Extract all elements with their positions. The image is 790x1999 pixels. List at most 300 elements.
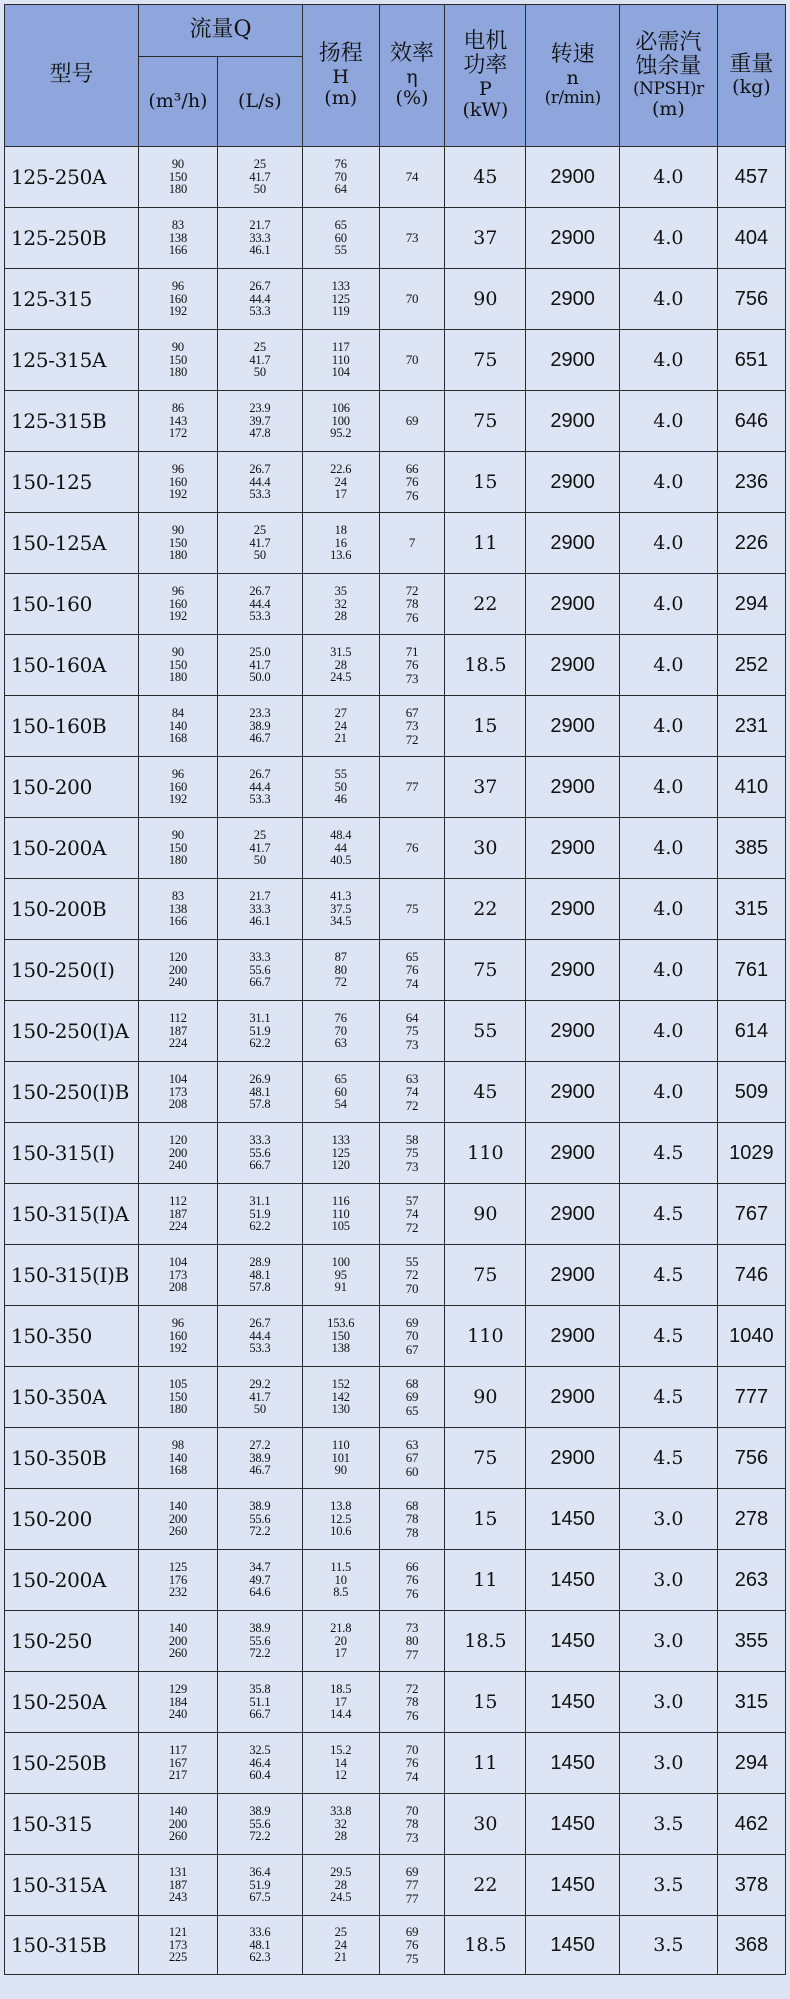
power-cell: 90 [445, 1184, 526, 1245]
efficiency-cell-value: 69 [405, 1314, 419, 1330]
efficiency-cell-value: 69 [405, 1923, 419, 1939]
table-row [5, 330, 786, 391]
head-cell-value: 153.6 [327, 1315, 355, 1330]
head-cell-value: 48.4 [330, 827, 352, 842]
flow-m3h-cell-value: 140 [168, 1620, 187, 1635]
speed-cell: 2900 [526, 1306, 620, 1367]
flow-ls-cell [217, 1184, 302, 1245]
head-cell-value: 50 [334, 779, 347, 794]
efficiency-cell [379, 1428, 445, 1489]
flow-m3h-cell-value: 260 [168, 1646, 187, 1661]
flow-ls-cell-value: 62.2 [249, 1036, 271, 1051]
table-row [5, 1062, 786, 1123]
flow-m3h-cell [139, 940, 218, 1001]
flow-ls-cell-value: 41.7 [249, 1389, 271, 1404]
head-cell-value: 33.8 [330, 1803, 352, 1818]
weight-cell: 410 [717, 757, 785, 818]
efficiency-cell-value: 66 [405, 460, 419, 476]
flow-ls-cell [217, 635, 302, 696]
head-cell [302, 696, 379, 757]
npsh-cell: 4.0 [619, 208, 717, 269]
flow-m3h-cell-value: 160 [168, 596, 187, 611]
head-cell-value: 22.6 [330, 461, 352, 476]
flow-ls-cell [217, 1245, 302, 1306]
model-cell: 125-315 [5, 269, 139, 330]
table-row [5, 1733, 786, 1794]
flow-ls-cell-value: 55.6 [249, 962, 271, 977]
model-cell: 125-250B [5, 208, 139, 269]
flow-m3h-cell [139, 330, 218, 391]
power-cell: 75 [445, 1245, 526, 1306]
flow-ls-cell [217, 696, 302, 757]
efficiency-cell [379, 1794, 445, 1855]
flow-ls-cell-value: 46.7 [249, 731, 271, 746]
flow-ls-cell-value: 23.9 [249, 400, 271, 415]
flow-ls-cell-value: 38.9 [249, 1620, 271, 1635]
flow-ls-cell-value: 48.1 [249, 1937, 271, 1952]
speed-cell: 2900 [526, 757, 620, 818]
head-cell-value: 28 [334, 657, 347, 672]
flow-m3h-cell [139, 452, 218, 513]
flow-ls-cell-value: 33.3 [249, 230, 271, 245]
head-cell [302, 1428, 379, 1489]
power-cell: 11 [445, 1550, 526, 1611]
flow-ls-cell [217, 391, 302, 452]
head-cell-value: 21.8 [330, 1620, 352, 1635]
flow-m3h-cell-value: 121 [168, 1924, 187, 1939]
efficiency-cell-value: 65 [405, 948, 419, 964]
flow-m3h-cell-value: 200 [168, 962, 187, 977]
head-cell-value: 18.5 [330, 1681, 352, 1696]
efficiency-cell [379, 269, 445, 330]
table-row [5, 1489, 786, 1550]
head-cell-value: 87 [334, 949, 347, 964]
head-cell-value: 24.5 [330, 1890, 352, 1905]
flow-ls-cell-value: 41.7 [249, 169, 271, 184]
speed-cell: 2900 [526, 879, 620, 940]
flow-ls-cell [217, 1916, 302, 1975]
flow-m3h-cell-value: 187 [168, 1206, 187, 1221]
head-cell [302, 1489, 379, 1550]
head-cell [302, 1855, 379, 1916]
table-row [5, 1794, 786, 1855]
head-cell-value: 95.2 [330, 426, 352, 441]
flow-ls-cell [217, 208, 302, 269]
efficiency-cell-value: 73 [405, 1619, 419, 1635]
flow-m3h-cell-value: 243 [168, 1890, 187, 1905]
head-cell [302, 208, 379, 269]
weight-cell: 368 [717, 1916, 785, 1975]
flow-ls-cell-value: 31.1 [249, 1193, 271, 1208]
efficiency-cell [379, 1611, 445, 1672]
flow-ls-cell-value: 36.4 [249, 1864, 271, 1879]
flow-ls-cell-value: 33.3 [249, 1132, 271, 1147]
head-cell [302, 940, 379, 1001]
model-cell: 150-250(I)A [5, 1001, 139, 1062]
head-cell-value: 60 [334, 230, 347, 245]
model-cell: 150-200B [5, 879, 139, 940]
flow-ls-cell [217, 1733, 302, 1794]
head-cell-value: 31.5 [330, 644, 352, 659]
efficiency-cell [379, 1672, 445, 1733]
flow-ls-cell [217, 1062, 302, 1123]
flow-m3h-cell-value: 200 [168, 1816, 187, 1831]
efficiency-cell-value: 73 [405, 670, 419, 686]
speed-cell: 2900 [526, 208, 620, 269]
flow-ls-cell-value: 46.1 [249, 914, 271, 929]
flow-m3h-cell-value: 150 [168, 535, 187, 550]
head-cell-value: 32 [334, 596, 347, 611]
flow-ls-cell-value: 44.4 [249, 1328, 271, 1343]
model-cell: 150-160 [5, 574, 139, 635]
flow-ls-cell-value: 46.4 [249, 1755, 271, 1770]
efficiency-cell-value: 70 [405, 1802, 419, 1818]
weight-cell: 777 [717, 1367, 785, 1428]
efficiency-cell-value: 66 [405, 1558, 419, 1574]
flow-ls-cell-value: 21.7 [249, 217, 271, 232]
flow-ls-cell-value: 55.6 [249, 1633, 271, 1648]
flow-m3h-cell-value: 180 [168, 548, 187, 563]
flow-ls-cell-value: 33.3 [249, 901, 271, 916]
head-cell-value: 32 [334, 1816, 347, 1831]
flow-ls-cell-value: 60.4 [249, 1768, 271, 1783]
flow-m3h-cell [139, 1306, 218, 1367]
weight-cell: 231 [717, 696, 785, 757]
weight-cell: 278 [717, 1489, 785, 1550]
speed-cell: 1450 [526, 1672, 620, 1733]
flow-m3h-cell [139, 1855, 218, 1916]
flow-m3h-cell-value: 150 [168, 352, 187, 367]
model-cell: 150-315(I) [5, 1123, 139, 1184]
flow-m3h-cell-value: 172 [168, 426, 187, 441]
efficiency-cell [379, 1733, 445, 1794]
flow-m3h-cell-value: 90 [171, 156, 184, 171]
table-row [5, 879, 786, 940]
flow-ls-cell-value: 62.3 [249, 1950, 271, 1965]
npsh-cell: 4.0 [619, 696, 717, 757]
header-speed-line1: 转速 [550, 42, 595, 68]
table-row [5, 818, 786, 879]
efficiency-cell [379, 147, 445, 208]
flow-m3h-cell [139, 1550, 218, 1611]
speed-cell: 1450 [526, 1611, 620, 1672]
speed-cell: 1450 [526, 1916, 620, 1975]
flow-m3h-cell [139, 1916, 218, 1975]
flow-m3h-cell-value: 96 [171, 278, 184, 293]
flow-ls-cell [217, 269, 302, 330]
power-cell: 110 [445, 1306, 526, 1367]
flow-m3h-cell-value: 224 [168, 1036, 187, 1051]
head-cell [302, 1306, 379, 1367]
flow-m3h-cell-value: 187 [168, 1877, 187, 1892]
flow-m3h-cell-value: 98 [171, 1437, 184, 1452]
header-weight [717, 5, 785, 147]
flow-m3h-cell-value: 150 [168, 1389, 187, 1404]
power-cell: 11 [445, 1733, 526, 1794]
flow-ls-cell-value: 66.7 [249, 1158, 271, 1173]
flow-ls-cell-value: 57.8 [249, 1280, 271, 1295]
head-cell [302, 1733, 379, 1794]
flow-m3h-cell-value: 90 [171, 827, 184, 842]
flow-ls-cell [217, 1001, 302, 1062]
efficiency-cell [379, 1916, 445, 1975]
power-cell: 37 [445, 208, 526, 269]
flow-ls-cell-value: 41.7 [249, 840, 271, 855]
head-cell [302, 1245, 379, 1306]
flow-ls-cell-value: 26.7 [249, 1315, 271, 1330]
head-cell [302, 1001, 379, 1062]
header-head-line3: (m) [324, 86, 358, 109]
npsh-cell: 4.0 [619, 574, 717, 635]
header-speed-line3: (r/min) [544, 87, 601, 108]
efficiency-cell-value: 74 [405, 169, 419, 185]
npsh-cell: 4.0 [619, 818, 717, 879]
flow-ls-cell [217, 818, 302, 879]
model-cell: 150-350A [5, 1367, 139, 1428]
head-cell [302, 391, 379, 452]
power-cell: 75 [445, 940, 526, 1001]
head-cell-value: 150 [331, 1328, 350, 1343]
head-cell-value: 105 [331, 1219, 350, 1234]
flow-m3h-cell-value: 105 [168, 1376, 187, 1391]
flow-m3h-cell-value: 104 [168, 1254, 187, 1269]
flow-m3h-cell [139, 513, 218, 574]
head-cell [302, 1794, 379, 1855]
efficiency-cell-value: 71 [405, 643, 419, 659]
efficiency-cell-value: 73 [405, 230, 419, 246]
power-cell: 30 [445, 1794, 526, 1855]
head-cell [302, 1550, 379, 1611]
head-cell [302, 1184, 379, 1245]
npsh-cell: 4.5 [619, 1367, 717, 1428]
flow-ls-cell [217, 1428, 302, 1489]
head-cell-value: 44 [334, 840, 347, 855]
flow-ls-cell [217, 757, 302, 818]
header-efficiency-line2: η [406, 65, 418, 88]
head-cell-value: 25 [334, 1924, 347, 1939]
npsh-cell: 4.0 [619, 1001, 717, 1062]
flow-ls-cell-value: 53.3 [249, 304, 271, 319]
efficiency-cell-value: 69 [405, 1389, 419, 1405]
flow-m3h-cell-value: 217 [168, 1768, 187, 1783]
power-cell: 45 [445, 1062, 526, 1123]
speed-cell: 2900 [526, 696, 620, 757]
flow-ls-cell-value: 49.7 [249, 1572, 271, 1587]
flow-ls-cell-value: 25 [253, 827, 266, 842]
model-cell: 150-200 [5, 757, 139, 818]
efficiency-cell-value: 74 [405, 975, 419, 991]
speed-cell: 2900 [526, 269, 620, 330]
flow-m3h-cell-value: 168 [168, 731, 187, 746]
flow-m3h-cell-value: 140 [168, 1498, 187, 1513]
flow-m3h-cell-value: 184 [168, 1694, 187, 1709]
efficiency-cell-value: 73 [405, 718, 419, 734]
flow-m3h-cell [139, 1672, 218, 1733]
weight-cell: 457 [717, 147, 785, 208]
efficiency-cell-value: 76 [405, 487, 419, 503]
head-cell [302, 1611, 379, 1672]
table-row [5, 1245, 786, 1306]
efficiency-cell [379, 391, 445, 452]
head-cell-value: 24 [334, 474, 347, 489]
flow-m3h-cell [139, 635, 218, 696]
head-cell-value: 65 [334, 1071, 347, 1086]
flow-m3h-cell-value: 187 [168, 1023, 187, 1038]
power-cell: 22 [445, 879, 526, 940]
flow-m3h-cell-value: 173 [168, 1084, 187, 1099]
flow-ls-cell-value: 55.6 [249, 1511, 271, 1526]
npsh-cell: 4.0 [619, 330, 717, 391]
flow-m3h-cell-value: 180 [168, 853, 187, 868]
efficiency-cell [379, 1367, 445, 1428]
flow-ls-cell-value: 25 [253, 156, 266, 171]
flow-ls-cell-value: 53.3 [249, 1341, 271, 1356]
efficiency-cell-value: 70 [405, 1328, 419, 1344]
flow-ls-cell-value: 53.3 [249, 487, 271, 502]
efficiency-cell-value: 67 [405, 704, 419, 720]
flow-m3h-cell-value: 173 [168, 1937, 187, 1952]
flow-ls-cell-value: 38.9 [249, 718, 271, 733]
header-npsh-line4: (m) [651, 98, 685, 120]
model-cell: 150-315B [5, 1916, 139, 1975]
flow-ls-cell-value: 34.7 [249, 1559, 271, 1574]
flow-m3h-cell-value: 150 [168, 169, 187, 184]
weight-cell: 252 [717, 635, 785, 696]
flow-m3h-cell-value: 112 [169, 1193, 187, 1208]
speed-cell: 1450 [526, 1733, 620, 1794]
efficiency-cell-value: 68 [405, 1497, 419, 1513]
efficiency-cell [379, 513, 445, 574]
speed-cell: 1450 [526, 1550, 620, 1611]
head-cell-value: 10.6 [330, 1524, 352, 1539]
efficiency-cell [379, 1001, 445, 1062]
table-row [5, 1001, 786, 1062]
head-cell-value: 12.5 [330, 1511, 352, 1526]
efficiency-cell [379, 1306, 445, 1367]
head-cell-value: 28 [334, 1829, 347, 1844]
head-cell-value: 24 [334, 1937, 347, 1952]
flow-ls-cell-value: 67.5 [249, 1890, 271, 1905]
head-cell-value: 13.8 [330, 1498, 352, 1513]
efficiency-cell [379, 330, 445, 391]
table-body [5, 147, 786, 1975]
flow-m3h-cell [139, 1428, 218, 1489]
speed-cell: 1450 [526, 1855, 620, 1916]
power-cell: 30 [445, 818, 526, 879]
model-cell: 150-250A [5, 1672, 139, 1733]
flow-ls-cell [217, 879, 302, 940]
head-cell-value: 37.5 [330, 901, 352, 916]
flow-m3h-cell-value: 160 [168, 779, 187, 794]
npsh-cell: 3.5 [619, 1855, 717, 1916]
flow-m3h-cell-value: 208 [168, 1097, 187, 1112]
header-head-line1: 扬程 [318, 40, 363, 66]
power-cell: 90 [445, 1367, 526, 1428]
power-cell: 18.5 [445, 635, 526, 696]
table-row [5, 208, 786, 269]
flow-ls-cell [217, 1367, 302, 1428]
flow-m3h-cell-value: 192 [168, 609, 187, 624]
header-power-line2: 功率 [463, 53, 508, 79]
efficiency-cell-value: 74 [405, 1206, 419, 1222]
flow-ls-cell [217, 1123, 302, 1184]
flow-ls-cell [217, 1550, 302, 1611]
npsh-cell: 4.0 [619, 513, 717, 574]
efficiency-cell-value: 75 [405, 1950, 419, 1966]
npsh-cell: 4.5 [619, 1184, 717, 1245]
flow-m3h-cell-value: 180 [168, 182, 187, 197]
flow-m3h-cell-value: 173 [168, 1267, 187, 1282]
model-cell: 150-350 [5, 1306, 139, 1367]
speed-cell: 2900 [526, 1245, 620, 1306]
efficiency-cell [379, 574, 445, 635]
flow-ls-cell-value: 25.0 [249, 644, 271, 659]
weight-cell: 761 [717, 940, 785, 1001]
npsh-cell: 3.0 [619, 1672, 717, 1733]
header-npsh-line3: (NPSH)r [633, 78, 704, 99]
head-cell-value: 16 [334, 535, 347, 550]
efficiency-cell-value: 7 [408, 535, 416, 551]
head-cell-value: 117 [331, 339, 350, 354]
efficiency-cell-value: 80 [405, 1633, 419, 1649]
flow-ls-cell [217, 1855, 302, 1916]
flow-m3h-cell-value: 131 [168, 1864, 187, 1879]
efficiency-cell [379, 208, 445, 269]
flow-m3h-cell-value: 83 [171, 217, 184, 232]
model-cell: 150-125 [5, 452, 139, 513]
header-flow-ls: (L/s) [217, 57, 302, 147]
head-cell-value: 100 [331, 413, 350, 428]
weight-cell: 315 [717, 879, 785, 940]
head-cell-value: 110 [331, 1437, 350, 1452]
efficiency-cell-value: 76 [405, 962, 419, 978]
flow-ls-cell-value: 57.8 [249, 1097, 271, 1112]
head-cell-value: 104 [331, 365, 350, 380]
efficiency-cell-value: 72 [405, 1097, 419, 1113]
flow-m3h-cell [139, 1245, 218, 1306]
flow-m3h-cell-value: 84 [171, 705, 184, 720]
model-cell: 150-200 [5, 1489, 139, 1550]
efficiency-cell-value: 72 [405, 731, 419, 747]
model-cell: 150-250B [5, 1733, 139, 1794]
power-cell: 15 [445, 452, 526, 513]
model-cell: 150-350B [5, 1428, 139, 1489]
efficiency-cell-value: 78 [405, 596, 419, 612]
model-cell: 150-315 [5, 1794, 139, 1855]
flow-m3h-cell [139, 269, 218, 330]
table-row [5, 1184, 786, 1245]
efficiency-cell-value: 76 [405, 657, 419, 673]
header-npsh-line2: 蚀余量 [635, 54, 702, 80]
header-flow: 流量Q [139, 5, 303, 57]
head-cell-value: 28 [334, 609, 347, 624]
efficiency-cell-value: 65 [405, 1402, 419, 1418]
header-power-line1: 电机 [463, 28, 508, 54]
table-row [5, 635, 786, 696]
flow-m3h-cell-value: 117 [169, 1742, 187, 1757]
npsh-cell: 4.0 [619, 757, 717, 818]
efficiency-cell [379, 940, 445, 1001]
flow-ls-cell-value: 50 [253, 365, 266, 380]
flow-ls-cell-value: 62.2 [249, 1219, 271, 1234]
head-cell-value: 138 [331, 1341, 350, 1356]
power-cell: 22 [445, 1855, 526, 1916]
head-cell-value: 41.3 [330, 888, 352, 903]
flow-m3h-cell-value: 96 [171, 583, 184, 598]
flow-ls-cell-value: 31.1 [249, 1010, 271, 1025]
table-row [5, 269, 786, 330]
head-cell-value: 17 [334, 1646, 347, 1661]
